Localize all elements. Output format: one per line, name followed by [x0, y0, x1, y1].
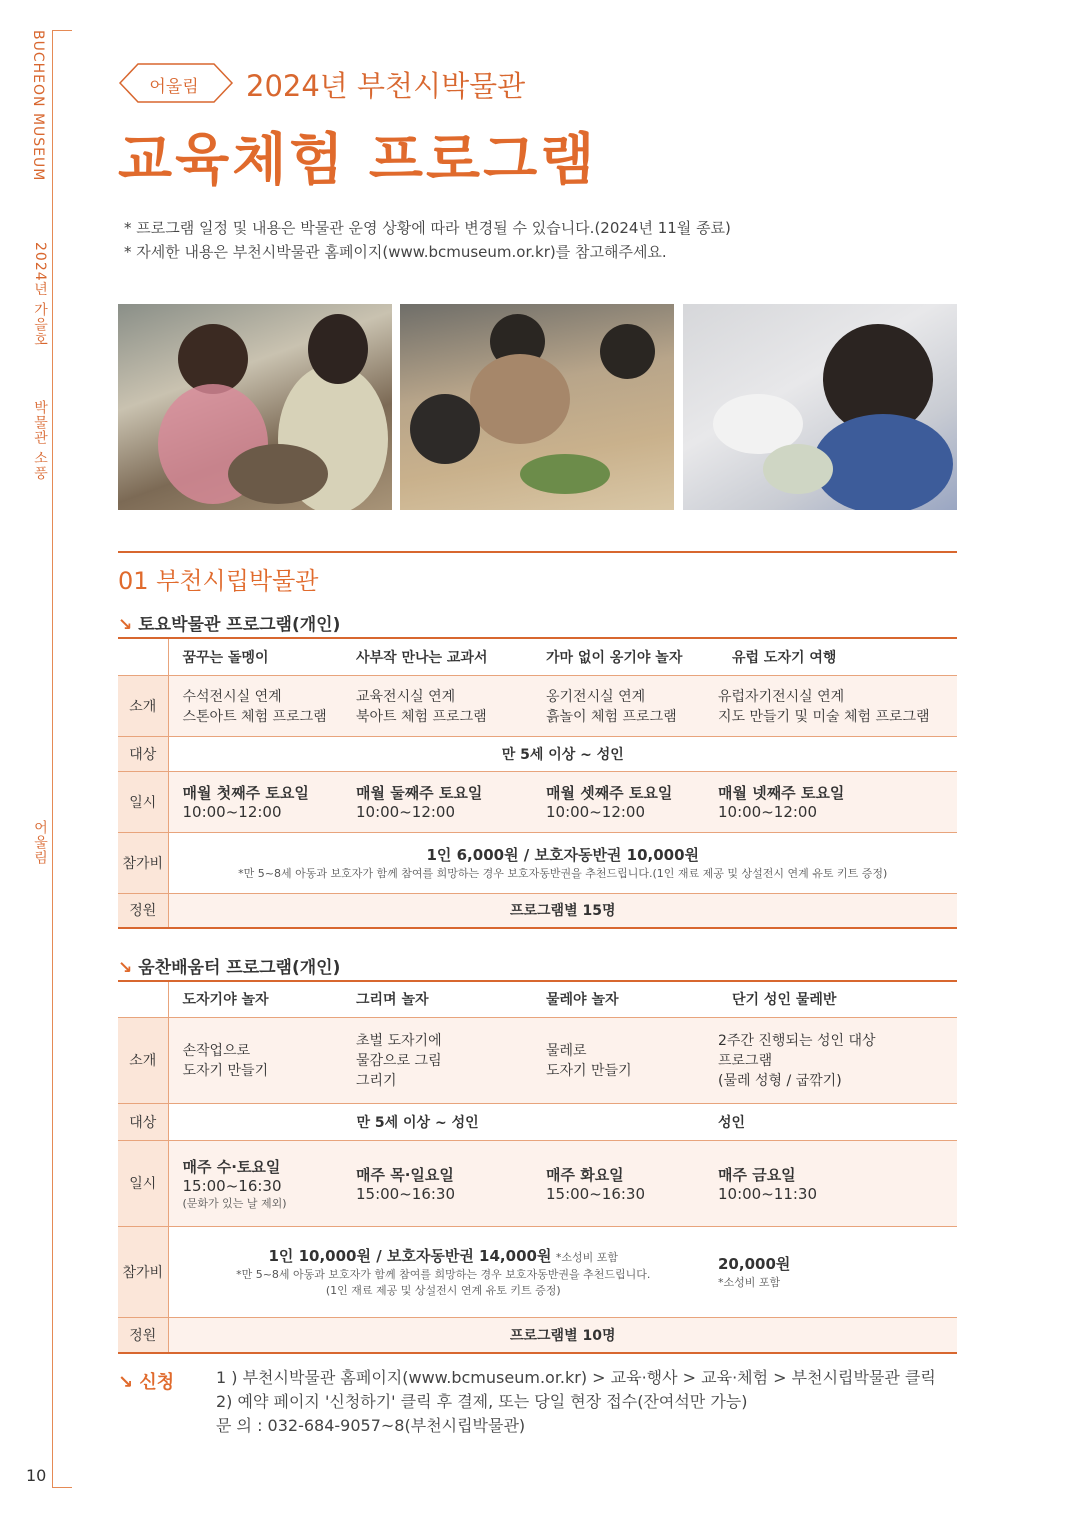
- side-museum-name: BUCHEON MUSEUM: [30, 30, 46, 182]
- section-title: 01 부천시립박물관: [118, 567, 319, 595]
- row-label: 참가비: [118, 832, 168, 893]
- row-label: 소개: [118, 1017, 168, 1103]
- side-rail-tick: [52, 1487, 72, 1488]
- program-schedule: 매월 첫째주 토요일 10:00~12:00: [168, 771, 342, 832]
- program-intro: 물레로 도자기 만들기: [532, 1017, 718, 1103]
- target-audience: 만 5세 이상 ~ 성인: [168, 1103, 718, 1140]
- program-name: 그리며 놀자: [342, 981, 532, 1017]
- apply-instructions: [216, 1366, 936, 1438]
- notice-item: * 자세한 내용은 부천시박물관 홈페이지(www.bcmuseum.or.kr)를 참고해주세요.: [124, 243, 667, 261]
- program-schedule: 매주 목·일요일 15:00~16:30: [342, 1140, 532, 1226]
- program-intro: 옹기전시실 연계 흙놀이 체험 프로그램: [532, 675, 718, 736]
- row-label: 참가비: [118, 1226, 168, 1317]
- program-name: 도자기야 놀자: [168, 981, 342, 1017]
- program-name: 물레야 놀자: [532, 981, 718, 1017]
- side-rail-line: [52, 30, 53, 1488]
- apply-step: 2) 예약 페이지 '신청하기' 클릭 후 결제, 또는 당일 현장 접수(잔여석만 가능): [216, 1392, 748, 1411]
- page-title: 교육체험 프로그램: [118, 128, 598, 193]
- notice-item: * 프로그램 일정 및 내용은 박물관 운영 상황에 따라 변경될 수 있습니다.(2024년 11월 종료): [124, 219, 731, 237]
- program-fee-adult: 20,000원 *소성비 포함: [718, 1226, 957, 1317]
- category-tag: [118, 62, 236, 104]
- side-issue: 2024년 가을호: [32, 242, 48, 348]
- apply-step: 1 ) 부천시박물관 홈페이지(www.bcmuseum.or.kr) > 교육·행사 > 교육·체험 > 부천시립박물관 클릭: [216, 1368, 936, 1387]
- program-intro: 초벌 도자기에 물감으로 그림 그리기: [342, 1017, 532, 1103]
- row-label: 일시: [118, 1140, 168, 1226]
- arrow-icon: ↘: [118, 615, 133, 635]
- program-intro: 2주간 진행되는 성인 대상 프로그램 (물레 성형 / 굽깎기): [718, 1017, 957, 1103]
- photo-pottery-wheel: [118, 304, 392, 510]
- program-schedule: 매월 둘째주 토요일 10:00~12:00: [342, 771, 532, 832]
- side-section: 박물관 소풍: [32, 400, 48, 481]
- arrow-icon: ↘: [118, 958, 133, 978]
- row-label: 대상: [118, 1103, 168, 1140]
- apply-label: ↘ 신청: [118, 1372, 175, 1393]
- program-schedule: 매월 셋째주 토요일 10:00~12:00: [532, 771, 718, 832]
- program-name: 가마 없이 옹기야 놀자: [532, 638, 718, 675]
- program-fee: 1인 10,000원 / 보호자동반권 14,000원 *소성비 포함 *만 5~8세 아동과 보호자가 함께 참여를 희망하는 경우 보호자동반권을 추천드립니다. (1인 재료 제공 및 상설전시 연계 유토 키트 증정): [168, 1226, 718, 1317]
- row-label: 정원: [118, 1317, 168, 1353]
- program-capacity: 프로그램별 10명: [168, 1317, 957, 1353]
- program-fee: 1인 6,000원 / 보호자동반권 10,000원 *만 5~8세 아동과 보호자가 함께 참여를 희망하는 경우 보호자동반권을 추천드립니다.(1인 재료 제공 및 상설전시 연계 유토 키트 증정): [168, 832, 957, 893]
- program-name: 단기 성인 물레반: [718, 981, 957, 1017]
- row-label: 일시: [118, 771, 168, 832]
- notice-list: [124, 216, 731, 264]
- photo-clay-workshop: [400, 304, 674, 510]
- program-name: 유럽 도자기 여행: [718, 638, 957, 675]
- program-name: 사부작 만나는 교과서: [342, 638, 532, 675]
- row-label: 정원: [118, 893, 168, 928]
- apply-contact: 문 의 : 032-684-9057~8(부천시립박물관): [216, 1416, 526, 1435]
- row-label: 소개: [118, 675, 168, 736]
- target-audience-adult: 성인: [718, 1103, 957, 1140]
- program-schedule: 매주 수·토요일 15:00~16:30 (문화가 있는 날 제외): [168, 1140, 342, 1226]
- program-intro: 유럽자기전시실 연계 지도 만들기 및 미술 체험 프로그램: [718, 675, 957, 736]
- program-name: 꿈꾸는 돌멩이: [168, 638, 342, 675]
- program-schedule: 매주 화요일 15:00~16:30: [532, 1140, 718, 1226]
- program-schedule: 매월 넷째주 토요일 10:00~12:00: [718, 771, 957, 832]
- side-rail-tick: [52, 30, 72, 31]
- page-number: 10: [26, 1466, 47, 1485]
- header-year-title: 2024년 부천시박물관: [246, 69, 526, 103]
- table1-subtitle: ↘ 토요박물관 프로그램(개인): [118, 615, 341, 635]
- saturday-program-table: [118, 637, 957, 929]
- table2-subtitle: ↘ 움찬배움터 프로그램(개인): [118, 958, 341, 978]
- section-divider: [118, 551, 957, 553]
- learning-program-table: [118, 980, 957, 1354]
- program-intro: 수석전시실 연계 스톤아트 체험 프로그램: [168, 675, 342, 736]
- row-label: 대상: [118, 736, 168, 771]
- target-audience: 만 5세 이상 ~ 성인: [168, 736, 957, 771]
- program-schedule: 매주 금요일 10:00~11:30: [718, 1140, 957, 1226]
- program-intro: 손작업으로 도자기 만들기: [168, 1017, 342, 1103]
- program-intro: 교육전시실 연계 북아트 체험 프로그램: [342, 675, 532, 736]
- category-tag-label: 어울림: [149, 77, 199, 97]
- program-capacity: 프로그램별 15명: [168, 893, 957, 928]
- side-tag: 어울림: [32, 820, 48, 865]
- photo-painting-craft: [683, 304, 957, 510]
